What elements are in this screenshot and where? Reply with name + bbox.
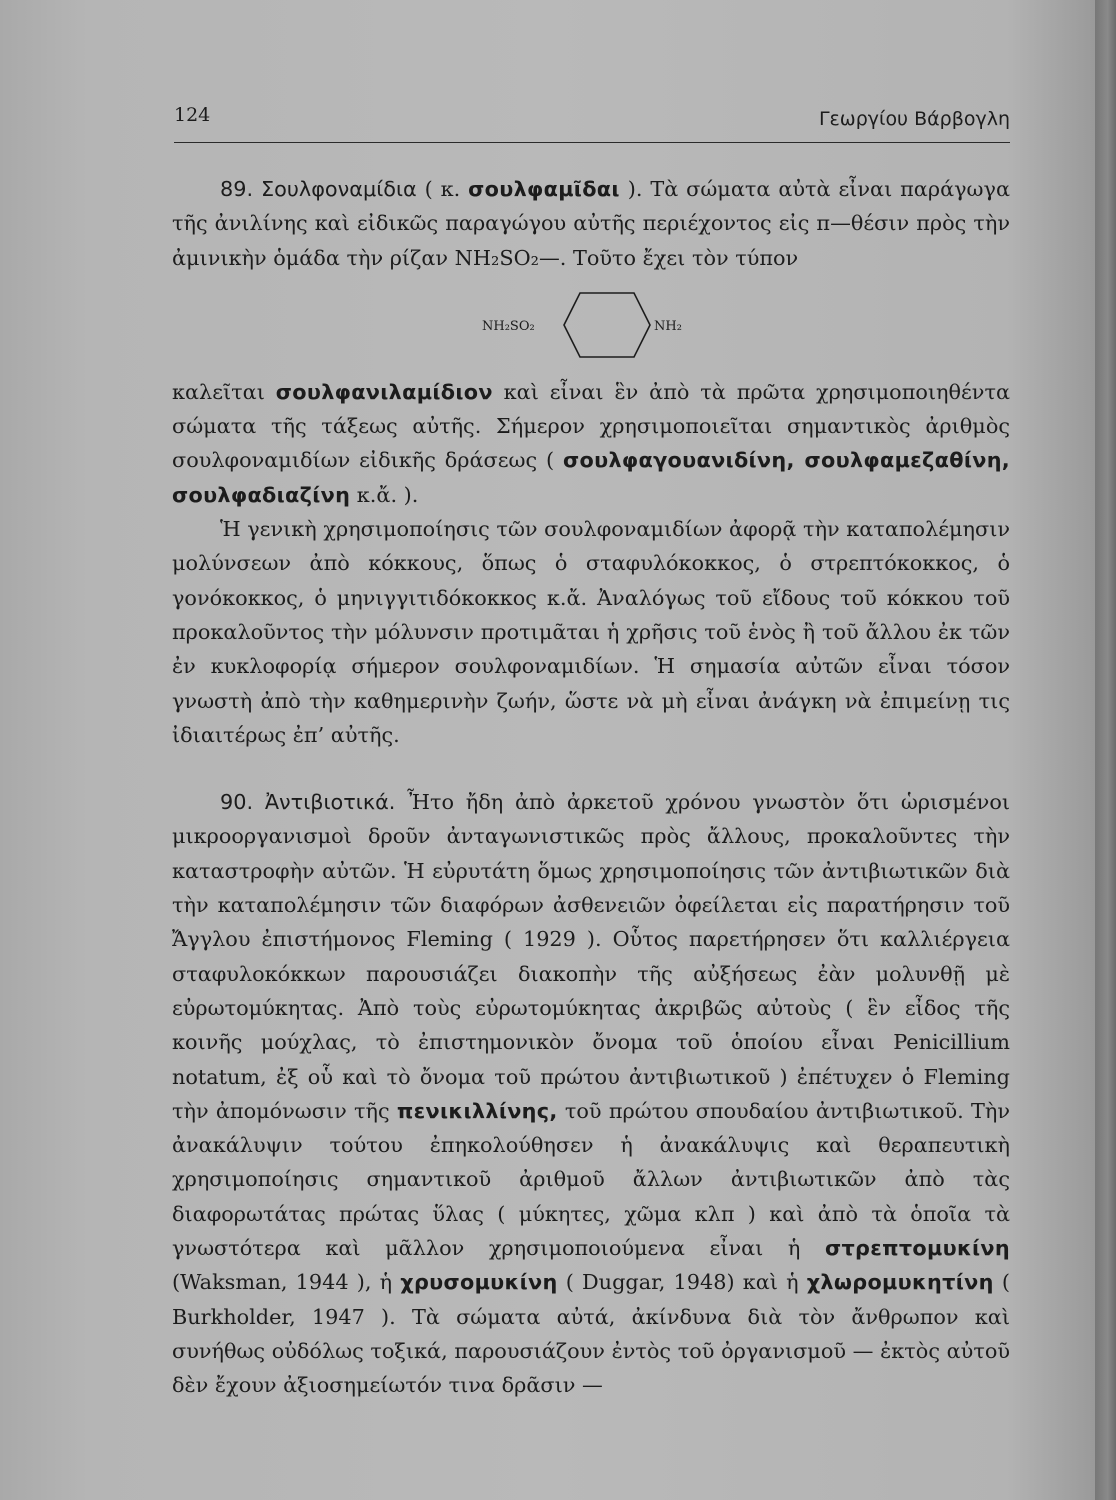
sulfanilamide-formula [172,275,1010,375]
page-header [174,98,1010,143]
term-sulfa-drugs: σουλφαγουανιδίνη, σουλφαμεζαθίνη, σουλφαδιαζίνη [172,448,1010,507]
section-89-paragraph-3: Ἡ γενικὴ χρησιμοποίησις τῶν σουλφοναμιδίων ἀφορᾷ τὴν καταπολέμησιν μολύνσεων ἀπὸ κόκκους, ὅπως ὁ σταφυλόκοκκος, ὁ στρεπτόκοκκος, ὁ γονόκοκκος, ὁ μηνιγγιτιδόκοκκος κ.ἄ. Ἀναλόγως τοῦ εἴδους τοῦ κόκκου τοῦ προκαλοῦντος τὴν μόλυνσιν προτιμᾶται ἡ χρῆσις τοῦ ἑνὸς ἢ τοῦ ἄλλου ἐκ τῶν ἐν κυκλοφορίᾳ σήμερον σουλφοναμιδίων. Ἡ σημασία αὐτῶν εἶναι τόσον γνωστὴ ἀπὸ τὴν καθημερινὴν ζωήν, ὥστε νὰ μὴ εἶναι ἀνάγκη νὰ ἐπιμείνῃ τις ἰδιαιτέρως ἐπ’ αὐτῆς. [172,517,1010,747]
running-title: Γεωργίου Βάρβογλη [818,108,1010,130]
page-body [172,172,1010,1403]
term-sulfanilamide: σουλφανιλαμίδιον [275,379,493,404]
term-streptomycin: στρεπτομυκίνη [824,1236,1010,1261]
term-aureomycin: χρυσομυκίνη [400,1270,558,1295]
term-chloromycetin: χλωρομυκητίνη [806,1270,994,1295]
section-89-title: Σουλφοναμίδια [260,177,417,201]
section-90-paragraph: 90. Ἀντιβιοτικά. Ἦτο ἤδη ἀπὸ ἀρκετοῦ χρόνου γνωστὸν ὅτι ὡρισμένοι μικροοργανισμοὶ δροῦν ἀνταγωνιστικῶς πρὸς ἄλλους, προκαλοῦντες τὴν καταστροφὴν αὐτῶν. Ἡ εὐρυτάτη ὅμως χρησιμοποίησις τῶν ἀντιβιωτικῶν διὰ τὴν καταπολέμησιν τῶν διαφόρων ἀσθενειῶν ὀφείλεται εἰς παρατήρησιν τοῦ Ἄγγλου ἐπιστήμονος Fleming ( 1929 ). Οὗτος παρετήρησεν ὅτι καλλιέργεια σταφυλοκόκκων παρουσιάζει διακοπὴν τῆς αὐξήσεως ἐὰν μολυνθῇ μὲ εὐρωτομύκητας. Ἀπὸ τοὺς εὐρωτομύκητας ἀκριβῶς αὐτοὺς ( ἓν εἶδος τῆς κοινῆς μούχλας, τὸ ἐπιστημονικὸν ὄνομα τοῦ ὁποίου εἶναι Penicillium notatum, ἐξ οὗ καὶ τὸ ὄνομα τοῦ πρώτου ἀντιβιωτικοῦ ) ἐπέτυχεν ὁ Fleming τὴν ἀπομόνωσιν τῆς πενικιλλίνης, τοῦ πρώτου σπουδαίου ἀντιβιωτικοῦ. Τὴν ἀνακάλυψιν τούτου ἐπηκολούθησεν ἡ ἀνακάλυψις καὶ θεραπευτικὴ χρησιμοποίησις σημαντικοῦ ἀριθμοῦ ἄλλων ἀντιβιωτικῶν ἀπὸ τὰς διαφορωτάτας πρώτας ὕλας ( μύκητες, χῶμα κλπ ) καὶ ἀπὸ τὰ ὁποῖα τὰ γνωστότερα καὶ μᾶλλον χρησιμοποιούμενα εἶναι ἡ στρεπτομυκίνη (Waksman, 1944 ), ἡ χρυσομυκίνη ( Duggar, 1948) καὶ ἡ χλωρομυκητίνη ( Burkholder, 1947 ). Τὰ σώματα αὐτά, ἀκίνδυνα διὰ τὸν ἄνθρωπον καὶ συνήθως οὐδόλως τοξικά, παρουσιάζουν ἐντὸς τοῦ ὀργανισμοῦ — ἐκτὸς αὐτοῦ δὲν ἔχουν ἀξιοσημείωτόν τινα δρᾶσιν — [172,790,1010,1398]
page-number: 124 [174,104,211,126]
section-89-alt-name: σουλφαμῖδαι [468,177,620,201]
benzene-ring-diagram [472,275,712,375]
section-89-intro: 89. Σουλφοναμίδια ( κ. σουλφαμῖδαι ). Τὰ σώματα αὐτὰ εἶναι παράγωγα τῆς ἀνιλίνης καὶ εἰδικῶς παραγώγου αὐτῆς περιέχοντος εἰς π—θέσιν πρὸς τὴν ἀμινικὴν ὁμάδα τὴν ρίζαν NH₂SO₂—. Τοῦτο ἔχει τὸν τύπον [172,177,1010,270]
formula-right-group: NH₂ [654,318,682,334]
page-edge [1095,0,1116,1500]
section-90-title: Ἀντιβιοτικά. [264,790,396,815]
section-89-paragraph-2: καλεῖται σουλφανιλαμίδιον καὶ εἶναι ἓν ἀπὸ τὰ πρῶτα χρησιμοποιηθέντα σώματα τῆς τάξεως αὐτῆς. Σήμερον χρησιμοποιεῖται σημαντικὸς ἀριθμὸς σουλφοναμιδίων εἰδικῆς δράσεως ( σουλφαγουανιδίνη, σουλφαμεζαθίνη, σουλφαδιαζίνη κ.ἄ. ). [172,379,1010,507]
section-90-number: 90. [220,790,254,815]
formula-left-group: NH₂SO₂ [482,318,535,334]
section-89-number: 89. [220,177,254,201]
term-penicillin: πενικιλλίνης, [396,1098,558,1123]
